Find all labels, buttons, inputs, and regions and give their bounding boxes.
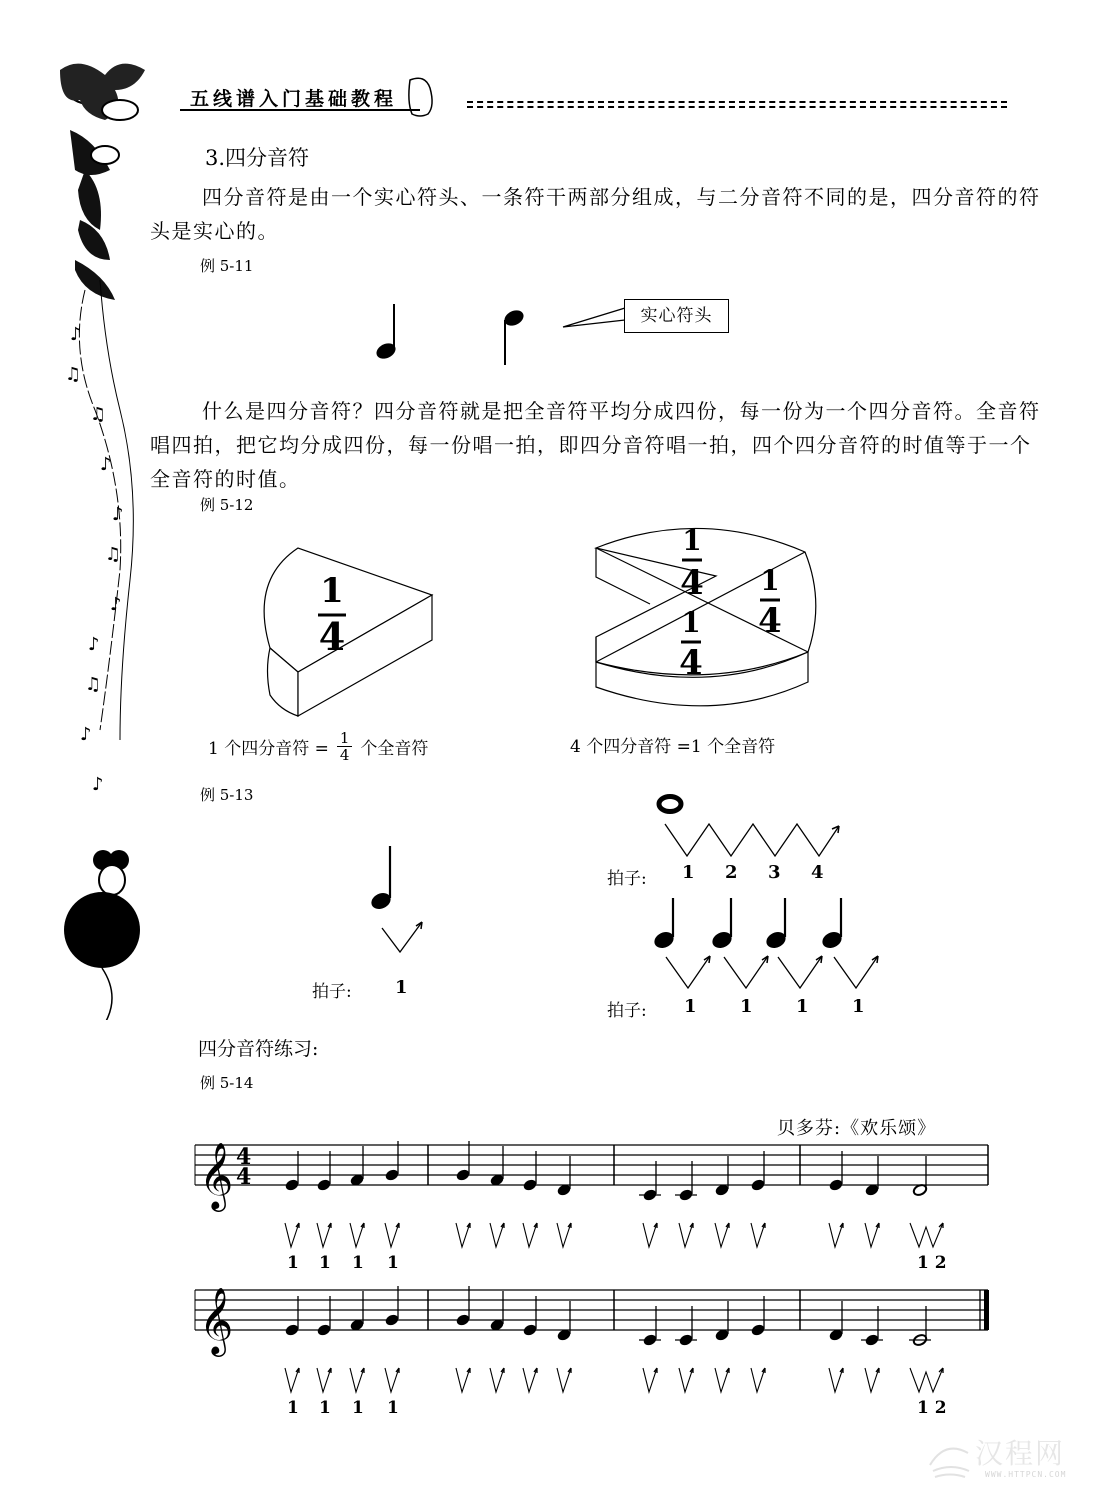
caption-text: 1 个四分音符 =	[208, 739, 329, 759]
example-label: 例 5-11	[200, 257, 254, 275]
count-number: 1	[352, 1398, 364, 1418]
svg-text:4: 4	[758, 601, 782, 641]
beat-arrow-icon	[317, 1223, 331, 1247]
svg-text:♪: ♪	[80, 724, 92, 745]
beat-label: 拍子:	[607, 1001, 647, 1021]
quarter-note	[349, 1291, 365, 1332]
quarter-note	[639, 1161, 661, 1202]
count-number: 1	[319, 1253, 331, 1273]
beat-arrow-icon	[285, 1368, 299, 1392]
beat-arrow-icon	[715, 1368, 729, 1392]
treble-clef-icon: 𝄞	[199, 1286, 234, 1354]
beat-label: 拍子:	[607, 869, 647, 889]
beat-arrow-icon	[285, 1223, 299, 1247]
beat-arrow-icon	[910, 1223, 943, 1247]
staff-line-1	[195, 1141, 988, 1273]
quarter-note	[522, 1151, 538, 1192]
beat-arrow-icon	[829, 1223, 843, 1247]
quarter-note	[714, 1301, 730, 1342]
quarter-note	[864, 1156, 880, 1197]
quarter-note	[750, 1296, 766, 1337]
quarter-note	[639, 1306, 661, 1347]
beat-arrow-icon	[715, 1223, 729, 1247]
beat-arrow-icon	[865, 1368, 879, 1392]
quarter-note	[675, 1306, 697, 1347]
quarter-note	[522, 1296, 538, 1337]
quarter-note	[861, 1306, 883, 1347]
beat-arrow-icon	[865, 1223, 879, 1247]
quarter-note	[828, 1301, 844, 1342]
beat-number: 1	[740, 996, 753, 1017]
example-label: 例 5-12	[200, 496, 254, 514]
svg-text:♪: ♪	[112, 504, 124, 525]
beat-arrow-icon	[456, 1368, 470, 1392]
quarter-note	[316, 1296, 332, 1337]
count-number: 1	[387, 1398, 399, 1418]
watermark-url: WWW.HTTPCN.COM	[985, 1470, 1067, 1479]
beat-arrow-icon	[557, 1368, 571, 1392]
svg-text:4: 4	[679, 643, 703, 683]
beat-arrow-icon	[557, 1223, 571, 1247]
watermark-logo: 汉程网	[975, 1437, 1066, 1470]
caption-four-quarters: 4 个四分音符 =1 个全音符	[570, 737, 776, 757]
svg-text:♫: ♫	[105, 544, 122, 565]
beat-arrow-icon	[829, 1368, 843, 1392]
beat-arrow-icon	[679, 1368, 693, 1392]
count-number: 1	[287, 1398, 299, 1418]
quarter-note	[284, 1151, 300, 1192]
svg-text:1: 1	[682, 524, 702, 557]
svg-text:4: 4	[680, 563, 704, 603]
svg-text:♪: ♪	[110, 594, 122, 615]
beat-arrow-icon	[523, 1368, 537, 1392]
svg-text:♪: ♪	[92, 774, 104, 795]
quarter-note	[455, 1141, 471, 1182]
caption-text: 个全音符	[360, 739, 429, 759]
fraction-denominator: 4	[318, 614, 346, 659]
half-note	[912, 1156, 928, 1197]
quarter-note	[384, 1141, 400, 1182]
explanation-paragraph: 什么是四分音符？四分音符就是把全音符平均分成四份，每一份为一个四分音符。全音符唱四拍，把它均分成四份，每一份唱一拍，即四分音符唱一拍，四个四分音符的时值等于一个全音符的时值。	[150, 399, 1041, 491]
beat-arrow-icon	[456, 1223, 470, 1247]
beat-number: 2	[725, 862, 738, 883]
time-signature-bottom: 4	[236, 1164, 252, 1190]
quarter-note	[455, 1286, 471, 1327]
watermark-horse-icon	[925, 1435, 975, 1480]
beat-arrow-icon	[910, 1368, 943, 1392]
treble-clef-icon: 𝄞	[199, 1141, 234, 1209]
half-note	[909, 1306, 931, 1347]
svg-text:1: 1	[681, 606, 701, 639]
svg-text:♪: ♪	[70, 324, 82, 345]
practice-title: 四分音符练习:	[198, 1038, 319, 1060]
quarter-note	[714, 1156, 730, 1197]
beat-count: 1	[395, 977, 408, 998]
beat-arrow-icon	[317, 1368, 331, 1392]
svg-text:1: 1	[760, 564, 780, 597]
composer-attribution: 贝多芬:《欢乐颂》	[777, 1118, 937, 1139]
beat-arrow-icon	[679, 1223, 693, 1247]
quarter-note	[556, 1301, 572, 1342]
svg-text:♫: ♫	[90, 404, 107, 425]
svg-text:♫: ♫	[65, 364, 82, 385]
beat-arrow-icon	[751, 1368, 765, 1392]
section-title: 3.四分音符	[205, 146, 310, 170]
beat-arrow-icon	[643, 1368, 657, 1392]
svg-text:♫: ♫	[85, 674, 102, 695]
fraction-numerator: 1	[320, 571, 344, 611]
svg-text:♪: ♪	[100, 454, 112, 475]
beat-arrow-icon	[643, 1223, 657, 1247]
beat-arrow-icon	[490, 1223, 504, 1247]
intro-paragraph: 四分音符是由一个实心符头、一条符干两部分组成，与二分音符不同的是，四分音符的符头是实心的。	[150, 185, 1041, 243]
quarter-note	[384, 1286, 400, 1327]
quarter-note	[349, 1146, 365, 1187]
beat-arrow-icon	[350, 1368, 364, 1392]
beat-arrow-icon	[523, 1223, 537, 1247]
quarter-note	[489, 1146, 505, 1187]
count-number: 1	[352, 1253, 364, 1273]
beat-number: 1	[796, 996, 809, 1017]
beat-arrow-icon	[490, 1368, 504, 1392]
beat-arrow-icon	[385, 1223, 399, 1247]
book-title: 五线谱入门基础教程	[190, 88, 398, 110]
svg-text:♪: ♪	[88, 634, 100, 655]
quarter-note	[316, 1151, 332, 1192]
quarter-note	[675, 1161, 697, 1202]
time-signature-top: 4	[236, 1144, 252, 1170]
quarter-note	[489, 1291, 505, 1332]
beat-number: 1	[682, 862, 695, 883]
beat-number: 1	[684, 996, 697, 1017]
staff-line-2	[195, 1286, 989, 1418]
beat-label: 拍子:	[312, 982, 352, 1002]
beat-arrow-icon	[350, 1223, 364, 1247]
beat-number: 4	[811, 862, 824, 883]
final-barline-thick	[984, 1290, 989, 1330]
beat-number: 3	[768, 862, 781, 883]
beat-arrow-icon	[385, 1368, 399, 1392]
beat-arrow-icon	[751, 1223, 765, 1247]
count-number: 1	[319, 1398, 331, 1418]
beat-number: 1	[852, 996, 865, 1017]
count-number: 1 2	[917, 1398, 947, 1418]
quarter-note	[828, 1151, 844, 1192]
quarter-note	[284, 1296, 300, 1337]
count-number: 1 2	[917, 1253, 947, 1273]
example-label: 例 5-14	[200, 1074, 254, 1092]
caption-fraction: $\frac{1}{4}$	[337, 730, 353, 763]
example-label: 例 5-13	[200, 786, 254, 804]
count-number: 1	[287, 1253, 299, 1273]
solid-notehead-callout: 实心符头	[624, 299, 729, 333]
quarter-note	[556, 1156, 572, 1197]
quarter-note	[750, 1151, 766, 1192]
count-number: 1	[387, 1253, 399, 1273]
